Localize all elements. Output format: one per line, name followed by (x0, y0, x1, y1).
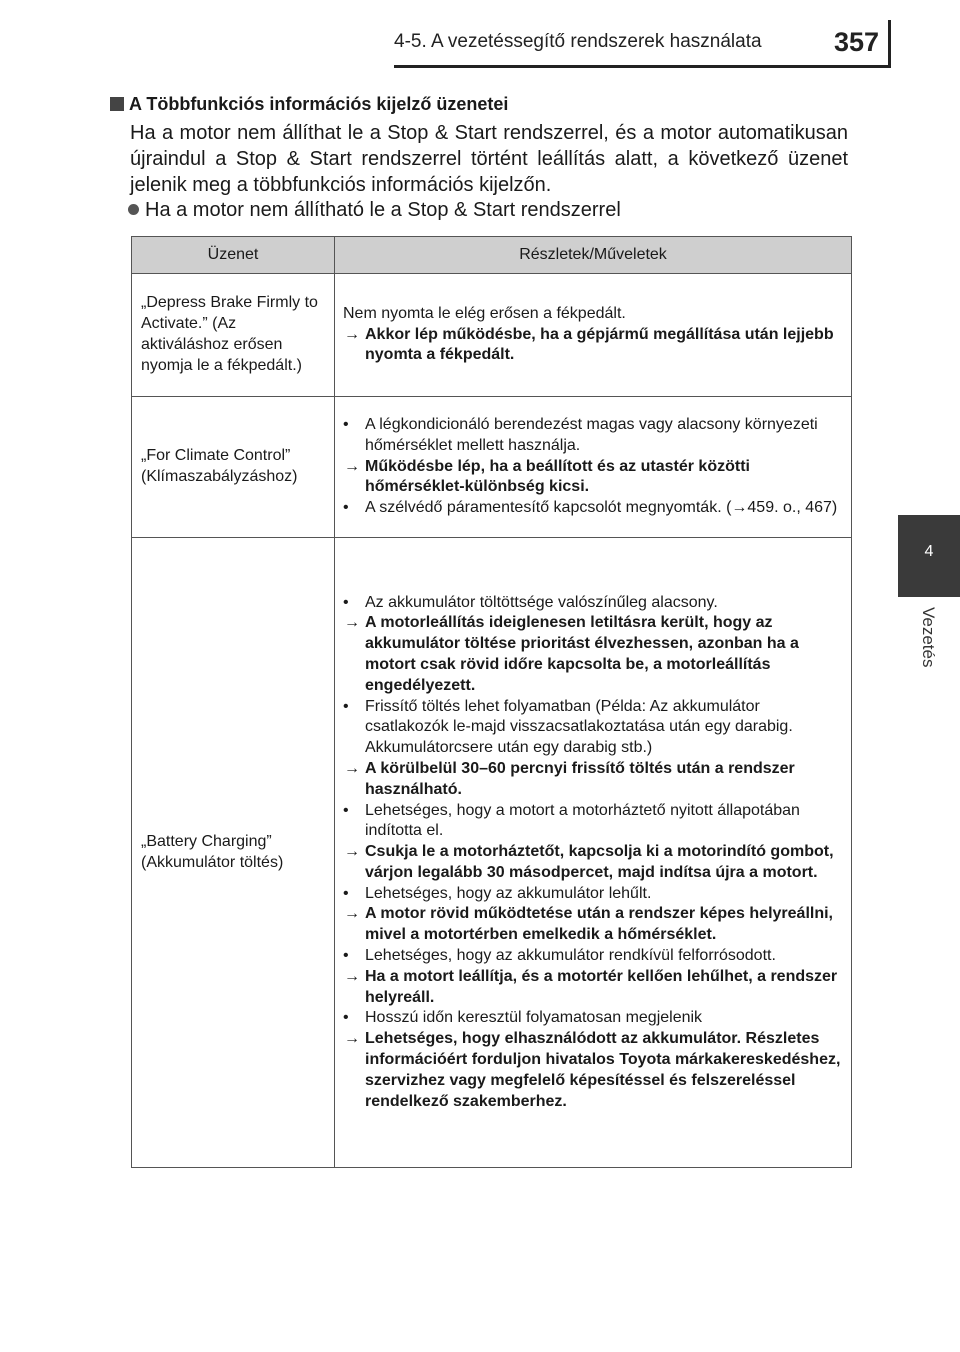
section-title: 4-5. A vezetéssegítő rendszerek használata (394, 31, 762, 52)
chapter-number: 4 (924, 543, 934, 560)
detail-item: → Akkor lép működésbe, ha a gépjármű megállítása után lejjebb nyomta a fékpedált. (344, 325, 834, 364)
detail-item: → A motorleállítás ideiglenesen letiltásra került, hogy az akkumulátor töltése prioritást élvezhessen, azonban ha a motort csak rövid időre kapcsolta be, a motorleállítás engedélyezett. (344, 614, 799, 694)
detail-item: • Az akkumulátor töltöttsége valószínűleg alacsony. (343, 593, 843, 614)
column-header-message: Üzenet (132, 237, 335, 274)
message-cell: „For Climate Control” (Klímaszabályzáshoz) (132, 397, 335, 538)
message-cell: „Battery Charging” (Akkumulátor töltés) (132, 538, 335, 1168)
page-number: 357 (834, 27, 880, 57)
circle-bullet-icon (128, 204, 139, 215)
detail-item: • Lehetséges, hogy a motort a motorháztető nyitott állapotában indította el. (343, 801, 800, 840)
arrow-icon: → (344, 325, 360, 343)
detail-item: • A légkondicionáló berendezést magas vagy alacsony környezeti hőmérséklet mellett használja. (343, 416, 818, 454)
detail-item: → Ha a motort leállítja, és a motortér kellően lehűlhet, a rendszer helyreáll. (344, 967, 838, 1006)
detail-item: → A motor rövid működtetése után a rendszer képes helyreállni, mivel a motortérben emelkedik a hőmérséklet. (344, 905, 833, 944)
section-heading (110, 94, 508, 115)
table-row (132, 397, 852, 538)
arrow-icon: → (344, 967, 360, 985)
column-header-details: Részletek/Műveletek (335, 237, 852, 274)
detail-item: → Működésbe lép, ha a beállított és az utastér közötti hőmérséklet-különbség kicsi. (344, 457, 750, 496)
bullet-icon: • (343, 593, 349, 611)
table-row (132, 274, 852, 397)
header-rule (394, 65, 890, 68)
detail-item: Nem nyomta le elég erősen a fékpedált. (343, 304, 626, 322)
chapter-tab (898, 515, 960, 597)
arrow-icon: → (344, 1030, 360, 1048)
intro-paragraph: Ha a motor nem állíthat le a Stop & Start rendszerrel, és a motor automatikusan újraindul a Stop & Start rendszerrel történt leállítás alatt, a következő üzenet jelenik meg a többfunkciós információs kijelzőn. (130, 122, 848, 196)
arrow-icon: → (344, 457, 360, 475)
detail-item: → Csukja le a motorháztetőt, kapcsolja ki a motorindító gombot, várjon legalább 30 másodpercet, majd indítsa újra a motort. (344, 843, 834, 881)
arrow-icon: → (344, 905, 360, 923)
header-rule-end (888, 20, 891, 68)
condition-bullet (128, 199, 621, 222)
condition-text: Ha a motor nem állítható le a Stop & Start rendszerrel (145, 199, 621, 221)
chapter-label-box (898, 597, 960, 717)
bullet-icon: • (343, 416, 349, 433)
arrow-icon: → (344, 843, 360, 861)
square-bullet-icon (110, 97, 124, 111)
chapter-label: Vezetés (919, 607, 938, 668)
bullet-icon: • (343, 1009, 349, 1027)
detail-item: • Lehetséges, hogy az akkumulátor rendkívül felforrósodott. (343, 946, 843, 967)
table-header-row (132, 237, 852, 274)
details-cell (335, 274, 852, 397)
arrow-icon: → (344, 759, 360, 777)
table-row (132, 538, 852, 1168)
message-cell: „Depress Brake Firmly to Activate.” (Az aktiváláshoz erősen nyomja le a fékpedált.) (132, 274, 335, 397)
bullet-icon: • (343, 801, 349, 819)
detail-item: • A szélvédő páramentesítő kapcsolót megnyomták. (→459. o., 467) (343, 498, 843, 519)
arrow-icon: → (344, 614, 360, 632)
bullet-icon: • (343, 499, 349, 517)
details-cell (335, 397, 852, 538)
message-table (131, 236, 852, 1168)
detail-item: • Frissítő töltés lehet folyamatban (Példa: Az akkumulátor csatlakozók le-majd visszacsatlakoztatása után egy darabig. Akkumulátorcsere után egy darabig stb.) (343, 697, 793, 757)
detail-item: • Hosszú időn keresztül folyamatosan megjelenik (343, 1008, 843, 1029)
detail-item: • Lehetséges, hogy az akkumulátor lehűlt. (343, 884, 843, 905)
bullet-icon: • (343, 947, 349, 965)
bullet-icon: • (343, 697, 349, 715)
bullet-icon: • (343, 884, 349, 902)
page-header (0, 0, 960, 78)
details-cell (335, 538, 852, 1168)
detail-item: → Lehetséges, hogy elhasználódott az akkumulátor. Részletes információért forduljon hivatalos Toyota márkakereskedéshez, szervizhez vagy megfelelő képesítéssel és felszereléssel rendelkező szakemberhez. (344, 1030, 841, 1110)
detail-item: → A körülbelül 30–60 percnyi frissítő töltés után a rendszer használható. (344, 759, 795, 798)
heading-text: A Többfunkciós információs kijelző üzenetei (129, 94, 509, 114)
